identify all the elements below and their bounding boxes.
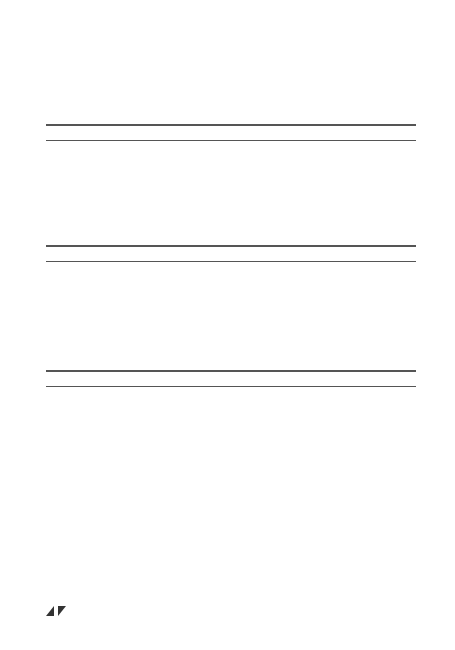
- section-passive-voice: [46, 124, 416, 151]
- section-underline: [46, 261, 416, 262]
- section-title: [46, 247, 416, 261]
- triangle-right-icon: [58, 606, 66, 616]
- section-title: [46, 126, 416, 140]
- page-footer: [46, 603, 66, 619]
- triangle-left-icon: [46, 606, 54, 616]
- section-title: [46, 372, 416, 386]
- section-underline: [46, 140, 416, 141]
- section-non-finite-forms: [46, 245, 416, 272]
- section-conditionals: [46, 370, 416, 397]
- section-underline: [46, 386, 416, 387]
